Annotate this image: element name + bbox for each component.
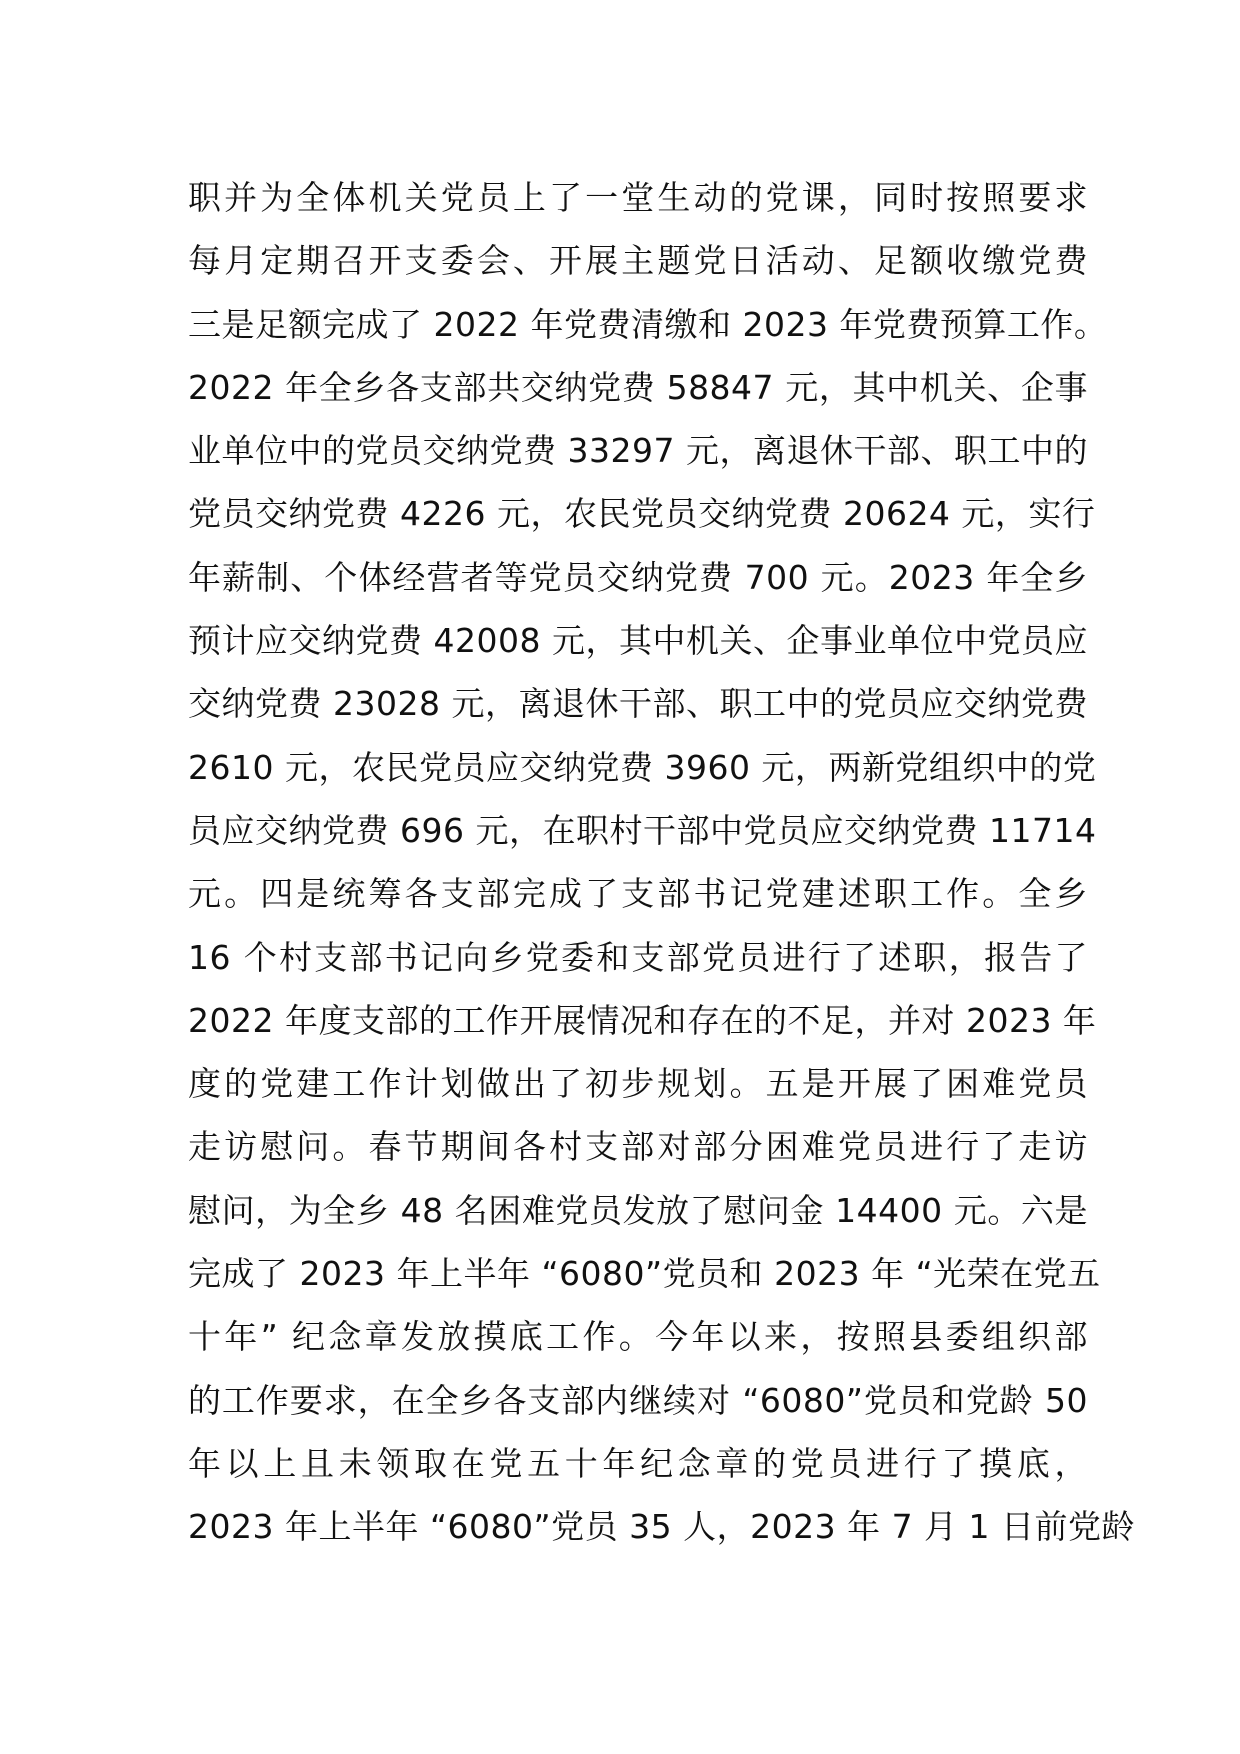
text-line: 16 个村支部书记向乡党委和支部党员进行了述职，报告了 xyxy=(188,937,1088,977)
text-line: 交纳党费 23028 元，离退休干部、职工中的党员应交纳党费 xyxy=(188,684,1088,724)
body-text xyxy=(188,166,1136,1559)
text-line: 元。四是统筹各支部完成了支部书记党建述职工作。全乡 xyxy=(188,874,1088,914)
text-line: 职并为全体机关党员上了一堂生动的党课，同时按照要求 xyxy=(188,178,1088,217)
text-line: 业单位中的党员交纳党费 33297 元，离退休干部、职工中的 xyxy=(188,431,1088,471)
text-line: 完成了 2023 年上半年 “6080”党员和 2023 年 “光荣在党五 xyxy=(188,1254,1101,1294)
text-line: 年以上且未领取在党五十年纪念章的党员进行了摸底， xyxy=(188,1443,1088,1483)
text-line: 员应交纳党费 696 元，在职村干部中党员应交纳党费 11714 xyxy=(188,810,1097,850)
text-line: 2023 年上半年 “6080”党员 35 人，2023 年 7 月 1 日前党龄 xyxy=(188,1507,1136,1547)
text-line: 2022 年全乡各支部共交纳党费 58847 元，其中机关、企事 xyxy=(188,367,1088,407)
text-line: 2610 元，农民党员应交纳党费 3960 元，两新党组织中的党 xyxy=(188,747,1097,787)
text-line: 预计应交纳党费 42008 元，其中机关、企事业单位中党员应 xyxy=(188,621,1088,661)
text-line: 十年” 纪念章发放摸底工作。今年以来，按照县委组织部 xyxy=(188,1317,1088,1357)
text-line: 每月定期召开支委会、开展主题党日活动、足额收缴党费 xyxy=(188,241,1088,281)
text-line: 走访慰问。春节期间各村支部对部分困难党员进行了走访 xyxy=(188,1127,1088,1167)
text-line: 2022 年度支部的工作开展情况和存在的不足，并对 2023 年 xyxy=(188,1000,1097,1040)
text-line: 党员交纳党费 4226 元，农民党员交纳党费 20624 元，实行 xyxy=(188,494,1096,534)
text-line: 年薪制、个体经营者等党员交纳党费 700 元。2023 年全乡 xyxy=(188,557,1088,597)
text-line: 的工作要求，在全乡各支部内继续对 “6080”党员和党龄 50 xyxy=(188,1380,1088,1420)
text-line: 度的党建工作计划做出了初步规划。五是开展了困难党员 xyxy=(188,1064,1088,1104)
text-line: 三是足额完成了 2022 年党费清缴和 2023 年党费预算工作。 xyxy=(188,304,1108,344)
text-line: 慰问，为全乡 48 名困难党员发放了慰问金 14400 元。六是 xyxy=(188,1190,1088,1230)
